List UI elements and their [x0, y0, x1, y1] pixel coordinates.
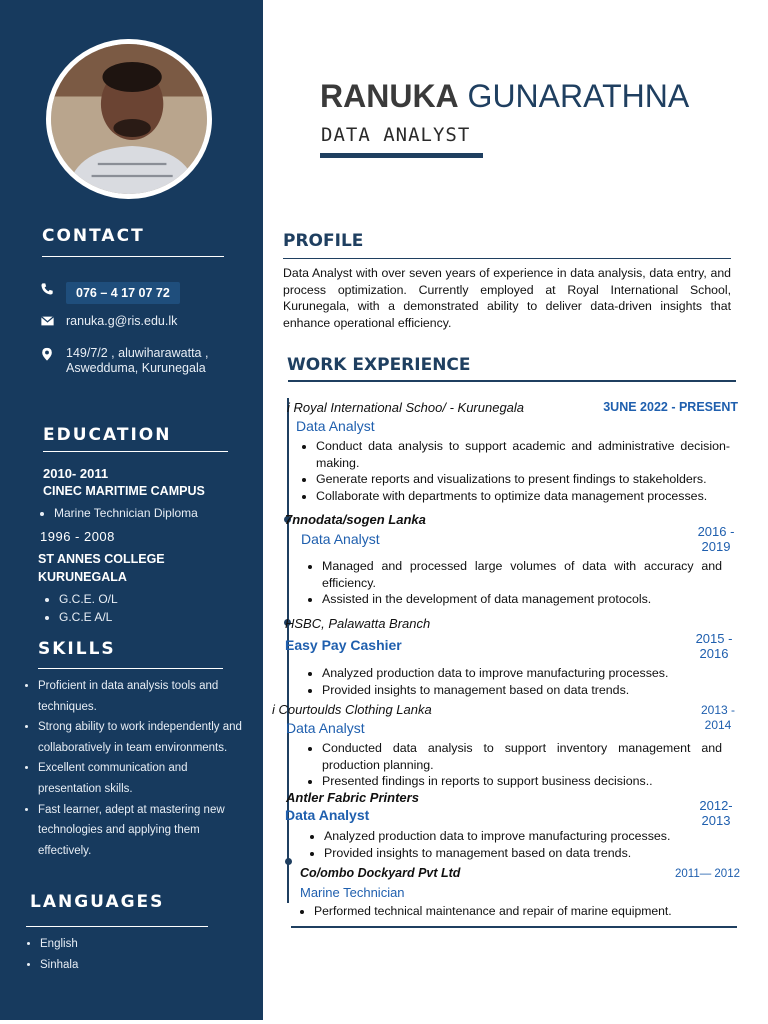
contact-address-row: [40, 346, 208, 376]
job-5-duties: [308, 828, 724, 861]
job-5-role: Data Analyst: [285, 807, 370, 823]
job-duty: • Provided insights to management based on data trends.: [322, 682, 722, 699]
education-item: • G.C.E A/L: [59, 608, 118, 626]
education-items-1: [40, 503, 198, 524]
education-school-2-line-1: ST ANNES COLLEGE: [38, 552, 165, 566]
skill-item: • Fast learner, adept at mastering new technologies and applying them effectively.: [38, 800, 246, 862]
skill-item: • Strong ability to work independently and collaboratively in team environments.: [38, 717, 246, 758]
address-line-1: 149/7/2 , aluwiharawatta ,: [66, 346, 209, 360]
education-item: • Marine Technician Diploma: [54, 503, 198, 524]
job-duty: • Provided insights to management based on data trends.: [324, 845, 724, 862]
job-6-duties: [298, 903, 718, 920]
job-1-role: Data Analyst: [296, 418, 375, 434]
phone-number[interactable]: 076 – 4 17 07 72: [66, 282, 180, 304]
job-duty: • Collaborate with departments to optimize data management processes.: [316, 488, 730, 505]
work-heading: WORK EXPERIENCE: [287, 355, 471, 375]
skills-list: [24, 676, 246, 861]
sidebar: [0, 0, 263, 1020]
skill-item: • Proficient in data analysis tools and techniques.: [38, 676, 246, 717]
job-duty: • Managed and processed large volumes of data with accuracy and efficiency.: [322, 558, 722, 591]
education-heading: EDUCATION: [43, 425, 172, 445]
job-3-duties: [306, 665, 722, 698]
timeline-dot: [285, 858, 292, 865]
job-duty: • Analyzed production data to improve manufacturing processes.: [322, 665, 722, 682]
job-4-org: i Courtoulds Clothing Lanka: [272, 702, 432, 717]
job-duty: • Performed technical maintenance and repair of marine equipment.: [314, 903, 718, 920]
job-duty: • Conduct data analysis to support academic and administrative decision-making.: [316, 438, 730, 471]
languages-divider: [26, 926, 208, 927]
contact-divider: [42, 256, 224, 257]
job-title: DATA ANALYST: [321, 124, 471, 146]
language-item: • English: [40, 934, 78, 955]
job-6-org: Co/ombo Dockyard Pvt Ltd: [300, 866, 461, 880]
job-4-date: 2013 - 2014: [700, 703, 736, 732]
contact-email-row: [40, 314, 177, 330]
full-name: [320, 78, 689, 115]
skills-divider: [38, 668, 223, 669]
languages-list: [26, 934, 78, 975]
job-2-org: 7nnodata/sogen Lanka: [285, 512, 426, 527]
job-6-date: 2011— 2012: [674, 868, 740, 880]
job-2-date: 2016 - 2019: [697, 524, 735, 554]
education-items-2: [45, 590, 118, 626]
work-divider: [288, 380, 736, 382]
education-years-2: 1996 - 2008: [40, 529, 115, 544]
job-1-org: i Royal International Schoo/ - Kurunegala: [287, 400, 525, 415]
title-underline: [320, 153, 483, 158]
job-duty: • Conducted data analysis to support inventory management and production planning.: [322, 740, 722, 773]
education-school-1: CINEC MARITIME CAMPUS: [43, 484, 205, 498]
address-line-2: Aswedduma, Kurunegala: [66, 361, 206, 375]
last-name: GUNARATHNA: [467, 78, 690, 114]
profile-heading: PROFILE: [283, 231, 364, 251]
job-duty: • Presented findings in reports to support business decisions..: [322, 773, 722, 790]
job-4-role: Data Analyst: [286, 720, 365, 736]
envelope-icon: [40, 314, 56, 330]
job-1-duties: [300, 438, 730, 504]
profile-summary: Data Analyst with over seven years of experience in data analysis, data entry, and process optimization. Currently employed at Royal International School, Kurunegala, with a demonstrated ability to deliver data-driven insights that enhance operational efficiency.: [283, 266, 731, 330]
education-school-2-line-2: KURUNEGALA: [38, 570, 127, 584]
job-3-org: HSBC, Palawatta Branch: [285, 616, 431, 631]
education-divider: [43, 451, 228, 452]
profile-photo: [46, 39, 212, 199]
first-name: RANUKA: [320, 78, 459, 114]
contact-phone-row: [40, 282, 180, 304]
job-2-role: Data Analyst: [301, 531, 380, 547]
location-pin-icon: [40, 346, 56, 362]
education-years-1: 2010- 2011: [43, 466, 109, 481]
job-2-duties: [306, 558, 722, 608]
skill-item: • Excellent communication and presentation skills.: [38, 758, 246, 799]
languages-heading: LANGUAGES: [30, 892, 165, 912]
profile-divider: [283, 258, 731, 259]
email-address[interactable]: ranuka.g@ris.edu.lk: [66, 314, 178, 328]
job-3-date: 2015 - 2016: [695, 631, 733, 661]
job-1-date: 3UNE 2022 - PRESENT: [603, 400, 738, 414]
job-5-org: Antler Fabric Printers: [286, 790, 419, 805]
phone-icon: [40, 282, 56, 298]
job-duty: • Generate reports and visualizations to present findings to stakeholders.: [316, 471, 730, 488]
job-4-duties: [306, 740, 722, 790]
job-5-date: 2012- 2013: [699, 798, 733, 828]
skills-heading: SKILLS: [38, 639, 116, 659]
job-duty: • Assisted in the development of data management protocols.: [322, 591, 722, 608]
contact-heading: CONTACT: [42, 226, 145, 246]
language-item: • Sinhala: [40, 955, 78, 976]
job-3-role: Easy Pay Cashier: [285, 637, 402, 653]
job-6-role: Marine Technician: [300, 885, 405, 900]
job-duty: • Analyzed production data to improve manufacturing processes.: [324, 828, 724, 845]
work-bottom-divider: [291, 926, 737, 928]
education-item: • G.C.E. O/L: [59, 590, 118, 608]
